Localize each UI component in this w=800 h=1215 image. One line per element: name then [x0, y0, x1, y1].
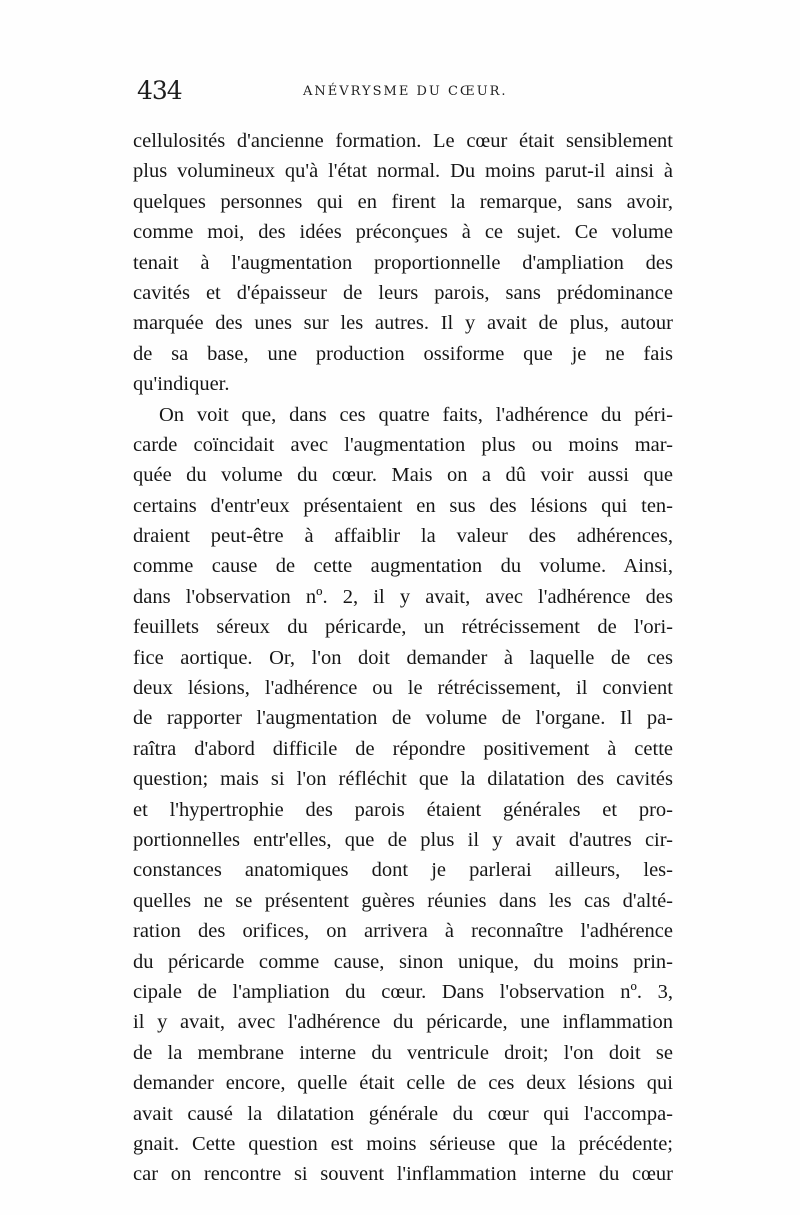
text-line: de sa base, une production ossiforme que je ne fais: [133, 342, 673, 365]
running-head: ANÉVRYSME DU CŒUR.: [303, 84, 508, 99]
text-line: portionnelles entr'elles, que de plus il y avait d'autres cir-: [133, 828, 673, 851]
text-line: certains d'entr'eux présentaient en sus des lésions qui ten-: [133, 494, 673, 517]
text-line: cipale de l'ampliation du cœur. Dans l'observation nº. 3,: [133, 980, 673, 1003]
text-line: feuillets séreux du péricarde, un rétrécissement de l'ori-: [133, 616, 673, 639]
body-text: [133, 126, 673, 1190]
text-line: comme moi, des idées préconçues à ce sujet. Ce volume: [133, 221, 673, 244]
text-line: quelles ne se présentent guères réunies dans les cas d'alté-: [133, 889, 673, 912]
text-line: de la membrane interne du ventricule droit; l'on doit se: [133, 1041, 673, 1064]
text-line: demander encore, quelle était celle de ces deux lésions qui: [133, 1072, 673, 1095]
text-line: carde coïncidait avec l'augmentation plus ou moins mar-: [133, 433, 673, 456]
text-line: car on rencontre si souvent l'inflammation interne du cœur: [133, 1163, 673, 1186]
text-line: du péricarde comme cause, sinon unique, du moins prin-: [133, 950, 673, 973]
text-line: quelques personnes qui en firent la remarque, sans avoir,: [133, 190, 673, 213]
text-line: avait causé la dilatation générale du cœur qui l'accompa-: [133, 1102, 673, 1125]
page-number: 434: [137, 76, 182, 105]
text-line: ration des orifices, on arrivera à reconnaître l'adhérence: [133, 920, 673, 943]
text-line: et l'hypertrophie des parois étaient générales et pro-: [133, 798, 673, 821]
text-line: il y avait, avec l'adhérence du péricarde, une inflammation: [133, 1011, 673, 1034]
text-line: dans l'observation nº. 2, il y avait, avec l'adhérence des: [133, 585, 673, 608]
page-header: [137, 76, 673, 108]
text-line: cavités et d'épaisseur de leurs parois, sans prédominance: [133, 281, 673, 304]
text-line: fice aortique. Or, l'on doit demander à laquelle de ces: [133, 646, 673, 669]
text-line: raîtra d'abord difficile de répondre positivement à cette: [133, 737, 673, 760]
text-line: comme cause de cette augmentation du volume. Ainsi,: [133, 555, 673, 578]
text-line: marquée des unes sur les autres. Il y avait de plus, autour: [133, 312, 673, 335]
text-line: qu'indiquer.: [133, 373, 230, 396]
text-line: On voit que, dans ces quatre faits, l'adhérence du péri-: [159, 403, 673, 426]
text-line: plus volumineux qu'à l'état normal. Du moins parut-il ainsi à: [133, 160, 673, 183]
text-line: deux lésions, l'adhérence ou le rétrécissement, il convient: [133, 677, 673, 700]
text-line: quée du volume du cœur. Mais on a dû voir aussi que: [133, 464, 673, 487]
text-line: draient peut-être à affaiblir la valeur des adhérences,: [133, 525, 673, 548]
text-line: constances anatomiques dont je parlerai ailleurs, les-: [133, 859, 673, 882]
text-line: de rapporter l'augmentation de volume de l'organe. Il pa-: [133, 707, 673, 730]
text-line: gnait. Cette question est moins sérieuse que la précédente;: [133, 1132, 673, 1155]
text-line: cellulosités d'ancienne formation. Le cœur était sensiblement: [133, 130, 673, 152]
text-line: tenait à l'augmentation proportionnelle d'ampliation des: [133, 251, 673, 274]
text-line: question; mais si l'on réfléchit que la dilatation des cavités: [133, 768, 673, 791]
